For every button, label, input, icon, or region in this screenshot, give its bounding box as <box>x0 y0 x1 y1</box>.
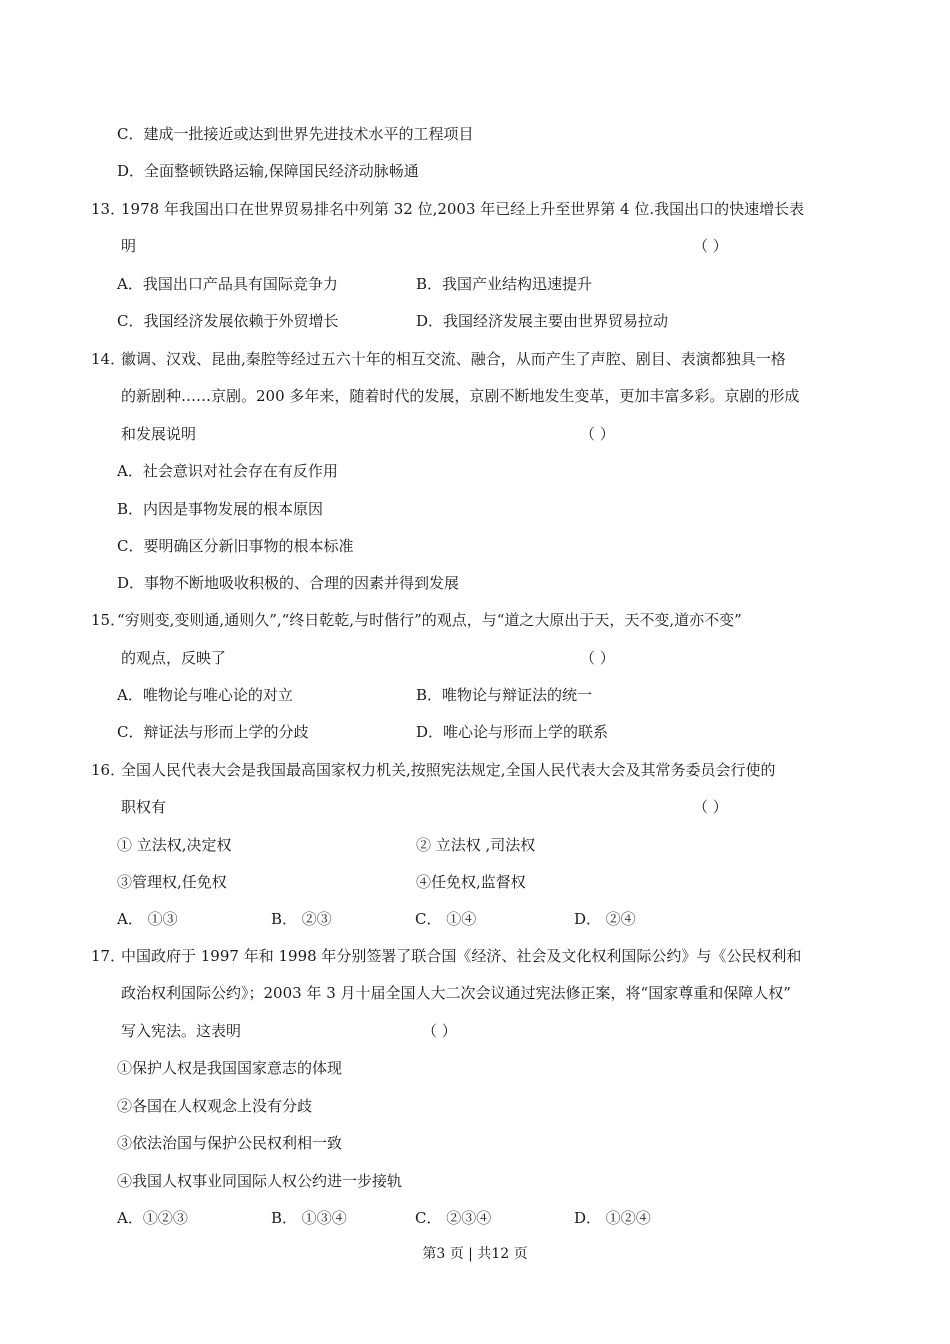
q16-option-c: C． ①④ <box>415 910 477 928</box>
q15-option-d: D．唯心论与形而上学的联系 <box>416 723 609 741</box>
q14-option-b: B．内因是事物发展的根本原因 <box>117 500 324 518</box>
q15-stem-line1: “穷则变,变则通,通则久”,“终日乾乾,与时偕行”的观点，与“道之大原出于天，天不变,道亦不变” <box>117 611 742 629</box>
q14-option-d: D．事物不断地吸收积极的、合理的因素并得到发展 <box>117 574 460 592</box>
q15-option-b: B．唯物论与辩证法的统一 <box>416 686 593 704</box>
q17-stem-line1: 中国政府于 1997 年和 1998 年分别签署了联合国《经济、社会及文化权利国际公约》与《公民权利和 <box>121 947 802 965</box>
q16-option-d: D． ②④ <box>574 910 636 928</box>
q17-option-b: B． ①③④ <box>271 1209 347 1227</box>
q16-option-b: B． ②③ <box>271 910 332 928</box>
q17-item-4: ④我国人权事业同国际人权公约进一步接轨 <box>117 1172 403 1190</box>
q14-number: 14． <box>91 350 126 368</box>
q13-option-b: B．我国产业结构迅速提升 <box>416 275 593 293</box>
q16-item-4: ④任免权,监督权 <box>416 873 526 891</box>
q16-answer-blank: （ ） <box>693 798 728 816</box>
q12-option-c: C．建成一批接近或达到世界先进技术水平的工程项目 <box>117 125 474 143</box>
page-footer: 第3 页 | 共12 页 <box>422 1246 528 1262</box>
q17-stem-line3: 写入宪法。这表明 <box>121 1022 242 1040</box>
q15-number: 15． <box>91 611 126 629</box>
q16-stem-line2: 职权有 <box>121 798 167 816</box>
q14-stem-line1: 徽调、汉戏、昆曲,秦腔等经过五六十年的相互交流、融合，从而产生了声腔、剧目、表演都独具一格 <box>121 350 786 368</box>
q16-item-3: ③管理权,任免权 <box>117 873 227 891</box>
q17-item-1: ①保护人权是我国国家意志的体现 <box>117 1059 343 1077</box>
q17-answer-blank: （ ） <box>422 1022 457 1040</box>
q16-item-2: ② 立法权 ,司法权 <box>416 836 536 854</box>
q13-option-d: D．我国经济发展主要由世界贸易拉动 <box>416 312 669 330</box>
q17-number: 17． <box>91 947 126 965</box>
q15-stem-line2: 的观点，反映了 <box>121 649 227 667</box>
q17-option-d: D． ①②④ <box>574 1209 651 1227</box>
q17-option-a: A．①②③ <box>117 1209 188 1227</box>
q13-answer-blank: （ ） <box>693 237 728 255</box>
q13-option-a: A．我国出口产品具有国际竞争力 <box>117 275 338 293</box>
q12-option-d: D．全面整顿铁路运输,保障国民经济动脉畅通 <box>117 162 419 180</box>
q16-option-a: A． ①③ <box>117 910 178 928</box>
q14-option-c: C．要明确区分新旧事物的根本标准 <box>117 537 354 555</box>
q14-answer-blank: （ ） <box>580 425 615 443</box>
q13-number: 13． <box>91 200 126 218</box>
q17-item-2: ②各国在人权观念上没有分歧 <box>117 1097 313 1115</box>
q16-number: 16． <box>91 761 126 779</box>
q15-option-a: A．唯物论与唯心论的对立 <box>117 686 293 704</box>
q14-stem-line2: 的新剧种……京剧。200 多年来，随着时代的发展，京剧不断地发生变革，更加丰富多彩。京剧的形成 <box>121 387 800 405</box>
q16-item-1: ① 立法权,决定权 <box>117 836 232 854</box>
q17-item-3: ③依法治国与保护公民权利相一致 <box>117 1134 343 1152</box>
q13-option-c: C．我国经济发展依赖于外贸增长 <box>117 312 339 330</box>
q15-answer-blank: （ ） <box>580 649 615 667</box>
q16-stem-line1: 全国人民代表大会是我国最高国家权力机关,按照宪法规定,全国人民代表大会及其常务委员会行使的 <box>121 761 776 779</box>
q17-stem-line2: 政治权利国际公约》；2003 年 3 月十届全国人大二次会议通过宪法修正案，将“国家尊重和保障人权” <box>121 984 791 1002</box>
q14-option-a: A．社会意识对社会存在有反作用 <box>117 462 338 480</box>
q13-stem-line2: 明 <box>121 237 137 255</box>
q14-stem-line3: 和发展说明 <box>121 425 197 443</box>
q17-option-c: C． ②③④ <box>415 1209 492 1227</box>
q13-stem-line1: 1978 年我国出口在世界贸易排名中列第 32 位,2003 年已经上升至世界第 4 位.我国出口的快速增长表 <box>121 200 805 218</box>
q15-option-c: C．辩证法与形而上学的分歧 <box>117 723 309 741</box>
